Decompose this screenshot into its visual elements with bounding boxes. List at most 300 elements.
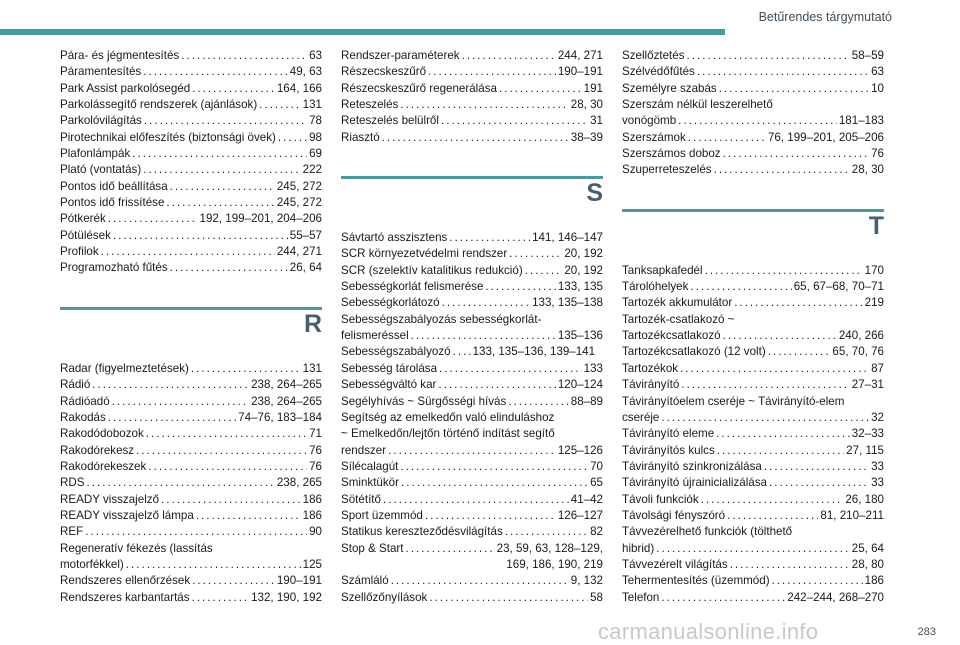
index-term: rendszer (341, 443, 387, 457)
dot-leader (438, 377, 555, 393)
dot-leader (701, 492, 844, 508)
page-number: 283 (917, 626, 936, 638)
dot-leader (508, 394, 568, 410)
index-entry (622, 344, 884, 360)
page-reference: 33 (871, 459, 884, 473)
index-term: Tehermentesítés (üzemmód) (622, 574, 770, 588)
page-reference: 133, 135–136, 139–141 (472, 345, 596, 359)
dot-leader (772, 573, 863, 589)
index-entry (341, 279, 603, 295)
page-reference: 81, 210–211 (820, 508, 884, 522)
page-reference: 70 (590, 459, 603, 473)
index-term: vonógömb (622, 114, 677, 128)
index-entry (60, 377, 322, 393)
index-entry (60, 260, 322, 276)
dot-leader (690, 279, 791, 295)
index-entry (60, 130, 322, 146)
index-term: SCR környezetvédelmi rendszer (341, 247, 508, 261)
section-rule (341, 176, 603, 179)
dot-leader (687, 48, 850, 64)
index-column-1 (60, 48, 322, 606)
page-reference: 90 (309, 525, 322, 539)
dot-leader (688, 130, 766, 146)
index-entry (341, 361, 603, 377)
index-entry (622, 162, 884, 178)
dot-leader (449, 230, 530, 246)
index-entry (60, 590, 322, 606)
watermark: carmanualsonline.info (598, 619, 819, 644)
index-entry (341, 113, 603, 129)
dot-leader (192, 573, 275, 589)
page-reference: 65, 67–68, 70–71 (793, 280, 884, 294)
page-reference: 28, 30 (570, 98, 603, 112)
page-reference: 27, 115 (846, 443, 884, 457)
index-term: Park Assist parkolósegéd (60, 81, 191, 95)
index-entry (622, 443, 884, 459)
dot-leader (113, 228, 288, 244)
index-term-line: Sebességszabályozás sebességkorlát- (341, 312, 542, 326)
page-reference: 242–244, 268–270 (787, 590, 884, 604)
index-term: RDS (60, 476, 85, 490)
page-reference: 186 (864, 574, 884, 588)
header-accent-bar (0, 29, 725, 35)
page-reference: 87 (871, 361, 884, 375)
page-reference: 164, 166 (276, 81, 322, 95)
index-term: Plafonlámpák (60, 147, 131, 161)
index-entry (622, 295, 884, 311)
dot-leader (734, 295, 862, 311)
index-entry (60, 459, 322, 475)
page-reference: 240, 266 (838, 329, 884, 343)
page-header-title: Betűrendes tárgymutató (758, 10, 892, 24)
index-term: Távolsági fényszóró (622, 508, 726, 522)
page-reference: 219 (864, 296, 884, 310)
page-reference: 133, 135–138 (532, 296, 603, 310)
index-entry (622, 508, 884, 524)
index-entry (622, 426, 884, 442)
index-entry (60, 443, 322, 459)
dot-leader (764, 459, 869, 475)
index-term: Szellőzőnyílások (341, 590, 428, 604)
dot-leader (192, 81, 275, 97)
index-entry (341, 492, 603, 508)
dot-leader (146, 426, 307, 442)
dot-leader (485, 279, 555, 295)
index-entry (341, 573, 603, 589)
index-term: Sötétítő (341, 492, 381, 506)
page-reference: 245, 272 (276, 179, 322, 193)
dot-leader (92, 377, 249, 393)
page-reference: 10 (871, 81, 884, 95)
page-reference: 186 (302, 508, 322, 522)
dot-leader (428, 64, 556, 80)
page-reference: 65 (590, 476, 603, 490)
index-term: REF (60, 525, 84, 539)
index-term: Plató (vontatás) (60, 163, 142, 177)
dot-leader (101, 244, 275, 260)
index-term: Sminktükör (341, 476, 399, 490)
index-term: Radar (figyelmeztetések) (60, 361, 189, 375)
index-term-line: ~ Emelkedőn/lejtőn történő indítást segítő (341, 427, 555, 441)
page-reference: 238, 265 (276, 476, 322, 490)
index-entry (622, 590, 884, 606)
index-entry (341, 312, 603, 345)
dot-leader (170, 179, 275, 195)
index-term: Programozható fűtés (60, 261, 168, 275)
dot-leader (705, 263, 863, 279)
dot-leader (132, 146, 307, 162)
page-reference: 26, 64 (289, 261, 322, 275)
index-term: READY visszajelző (60, 492, 160, 506)
index-term: Pontos idő frissítése (60, 196, 165, 210)
dot-leader (108, 211, 198, 227)
index-entry (622, 557, 884, 573)
index-entry (341, 524, 603, 540)
page-reference: 32 (871, 410, 884, 424)
dot-leader (383, 492, 569, 508)
page-reference: 191 (583, 81, 603, 95)
dot-leader (678, 113, 837, 129)
index-entry (622, 279, 884, 295)
index-entry (341, 97, 603, 113)
dot-leader (714, 162, 850, 178)
dot-leader (719, 81, 869, 97)
page-reference: 28, 80 (851, 557, 884, 571)
index-entry (60, 195, 322, 211)
dot-leader (462, 48, 556, 64)
index-term: Rádióadó (60, 394, 110, 408)
index-entry (622, 524, 884, 557)
index-entry (622, 146, 884, 162)
index-column-2 (341, 48, 603, 606)
dot-leader (144, 113, 307, 129)
page-reference: 76 (871, 147, 884, 161)
page-reference: 244, 271 (557, 49, 603, 62)
page-reference: 238, 264–265 (251, 378, 322, 392)
index-entry (60, 426, 322, 442)
page-reference: 28, 30 (851, 163, 884, 177)
page-reference: 63 (871, 65, 884, 79)
index-entry (60, 179, 322, 195)
page-reference: 58 (590, 590, 603, 604)
page-reference: 186 (302, 492, 322, 506)
page-reference: 20, 192 (564, 263, 603, 277)
dot-leader (400, 459, 588, 475)
index-term-line: Távirányítóelem cseréje ~ Távirányító-elem (622, 394, 845, 408)
page-reference: 133, 135 (557, 280, 603, 294)
index-entry (60, 410, 322, 426)
index-term: Pótkerék (60, 212, 106, 226)
dot-leader (85, 524, 307, 540)
index-term: Távirányítós kulcs (622, 443, 715, 457)
dot-leader (86, 475, 274, 491)
index-entry (341, 410, 603, 459)
page-reference: 125 (302, 557, 322, 571)
page-reference: 78 (309, 114, 322, 128)
dot-leader (769, 475, 869, 491)
index-term: Részecskeszűrő (341, 65, 427, 79)
index-term: Reteszelés (341, 98, 399, 112)
page-reference: 33 (871, 476, 884, 490)
index-term: Telefon (622, 590, 660, 604)
index-term: Sebesség tárolása (341, 361, 438, 375)
page-reference: 41–42 (570, 492, 603, 506)
page-reference: 76, 199–201, 205–206 (767, 130, 884, 144)
index-entry (60, 394, 322, 410)
page-reference: 170 (864, 263, 884, 277)
dot-leader (166, 195, 274, 211)
index-term: Sílécalagút (341, 459, 399, 473)
index-term: Rakodás (60, 410, 106, 424)
index-term: Távvezérelt világítás (622, 557, 728, 571)
index-entry (622, 64, 884, 80)
dot-leader (411, 328, 556, 344)
dot-leader (429, 590, 588, 606)
index-term: SCR (szelektív katalitikus redukció) (341, 263, 523, 277)
page-reference: 126–127 (557, 508, 603, 522)
page-reference: 23, 59, 63, 128–129, (496, 541, 603, 555)
index-entry (341, 48, 603, 64)
page-reference: 82 (590, 525, 603, 539)
index-entry (622, 81, 884, 97)
page-reference: 131 (302, 98, 322, 112)
dot-leader (730, 557, 850, 573)
dot-leader (441, 113, 588, 129)
dot-leader (680, 361, 869, 377)
index-term: Tanksapkafedél (622, 263, 703, 277)
dot-leader (697, 64, 869, 80)
page-reference: 245, 272 (276, 196, 322, 210)
index-term: hibrid) (622, 541, 655, 555)
index-term: motorfékkel) (60, 557, 124, 571)
index-term: Pótülések (60, 228, 111, 242)
dot-leader (717, 443, 844, 459)
dot-leader (661, 590, 785, 606)
dot-leader (439, 361, 582, 377)
index-term: Részecskeszűrő regenerálása (341, 81, 497, 95)
page-reference: 244, 271 (276, 245, 322, 259)
index-term: Személyre szabás (622, 81, 717, 95)
index-term: Pontos idő beállítása (60, 179, 168, 193)
dot-leader (525, 263, 563, 279)
index-entry (60, 475, 322, 491)
dot-leader (723, 146, 870, 162)
page-reference: 76 (309, 459, 322, 473)
index-term: Szellőztetés (622, 49, 685, 62)
page-reference: 74–76, 183–184 (238, 410, 322, 424)
index-term: Parkolóvilágítás (60, 114, 142, 128)
index-entry (341, 459, 603, 475)
dot-leader (388, 443, 556, 459)
dot-leader (108, 410, 236, 426)
index-term: Távirányító (622, 378, 680, 392)
section-rule (60, 307, 322, 310)
index-term-line: Szerszám nélkül leszerelhető (622, 98, 773, 112)
page-reference: 20, 192 (564, 247, 603, 261)
index-entry (60, 81, 322, 97)
index-entry (60, 113, 322, 129)
index-term: Rendszeres karbantartás (60, 590, 190, 604)
index-term: Szerszámok (622, 130, 686, 144)
index-term-line: Tartozék-csatlakozó ~ (622, 312, 735, 326)
index-term: Sebességváltó kar (341, 378, 437, 392)
page-reference: 135–136 (557, 329, 603, 343)
index-entry (622, 377, 884, 393)
dot-leader (136, 443, 307, 459)
page-reference: 58–59 (851, 49, 884, 62)
dot-leader (278, 130, 307, 146)
page-reference: 49, 63 (289, 65, 322, 79)
index-entry (60, 541, 322, 574)
index-term: Profilok (60, 245, 99, 259)
index-entry (341, 81, 603, 97)
index-term: Tartozékok (622, 361, 679, 375)
index-entry (622, 48, 884, 64)
index-term: Rakodódobozok (60, 427, 144, 441)
section-rule (622, 209, 884, 212)
index-entry (622, 361, 884, 377)
dot-leader (768, 344, 831, 360)
index-entry (341, 541, 603, 574)
section-letter: S (586, 179, 603, 208)
index-term: Pára- és jégmentesítés (60, 49, 180, 62)
index-entry (60, 244, 322, 260)
page-reference: 38–39 (570, 130, 603, 144)
index-term: Távoli funkciók (622, 492, 699, 506)
dot-leader (661, 410, 869, 426)
index-entry (341, 394, 603, 410)
dot-leader (656, 541, 850, 557)
index-term: Pirotechnikai előfeszítés (biztonsági övek) (60, 130, 276, 144)
dot-leader (143, 64, 288, 80)
index-entry (60, 524, 322, 540)
index-entry (341, 246, 603, 262)
dot-leader (406, 541, 495, 557)
index-entry (341, 263, 603, 279)
index-entry (341, 508, 603, 524)
page-reference: 133 (583, 361, 603, 375)
page-reference: 141, 146–147 (532, 231, 603, 245)
section-letter: T (868, 211, 884, 240)
index-term: cseréje (622, 410, 660, 424)
index-term: Páramentesítés (60, 65, 142, 79)
dot-leader (161, 492, 301, 508)
index-entry (341, 344, 603, 360)
page-reference-continued: 169, 186, 190, 219 (506, 557, 603, 571)
page-reference: 32–33 (851, 427, 884, 441)
dot-leader (400, 97, 568, 113)
index-entry (341, 590, 603, 606)
index-term: Sport üzemmód (341, 508, 423, 522)
index-entry (60, 228, 322, 244)
page-reference: 9, 132 (570, 574, 603, 588)
page-reference: 238, 264–265 (251, 394, 322, 408)
index-term-line: Regeneratív fékezés (lassítás (60, 541, 213, 555)
index-term: Sávtartó asszisztens (341, 231, 448, 245)
index-term: Segélyhívás ~ Sürgősségi hívás (341, 394, 507, 408)
index-term: Sebességszabályozó (341, 345, 451, 359)
dot-leader (453, 344, 471, 360)
index-entry (341, 377, 603, 393)
page-reference: 125–126 (557, 443, 603, 457)
dot-leader (723, 328, 837, 344)
page-reference: 181–183 (838, 114, 884, 128)
section-letter: R (303, 309, 322, 338)
index-term: Rakodórekesz (60, 443, 135, 457)
index-entry (60, 48, 322, 64)
index-entry (60, 146, 322, 162)
index-term: Rakodórekeszek (60, 459, 147, 473)
index-entry (622, 573, 884, 589)
dot-leader (181, 48, 307, 64)
page-reference: 27–31 (851, 378, 884, 392)
index-entry (60, 361, 322, 377)
dot-leader (401, 475, 588, 491)
index-entry (622, 394, 884, 427)
index-term: Szélvédőfűtés (622, 65, 695, 79)
dot-leader (126, 557, 301, 573)
index-term: Tartozékcsatlakozó (12 volt) (622, 345, 766, 359)
index-entry (341, 64, 603, 80)
index-term: Szuperreteszelés (622, 163, 712, 177)
dot-leader (259, 97, 300, 113)
index-term: READY visszajelző lámpa (60, 508, 194, 522)
index-entry (341, 130, 603, 146)
dot-leader (681, 377, 849, 393)
page-reference: 55–57 (289, 228, 322, 242)
index-term: Tartozék akkumulátor (622, 296, 733, 310)
dot-leader (196, 508, 301, 524)
index-term: Stop & Start (341, 541, 404, 555)
index-entry (341, 295, 603, 311)
index-term: Parkolássegítő rendszerek (ajánlások) (60, 98, 258, 112)
dot-leader (509, 246, 562, 262)
index-entry (622, 459, 884, 475)
page-reference: 222 (302, 163, 322, 177)
index-entry (60, 211, 322, 227)
dot-leader (391, 573, 569, 589)
index-term: Rádió (60, 378, 91, 392)
index-term: Sebességkorlát felismerése (341, 280, 484, 294)
index-term: Tárolóhelyek (622, 280, 689, 294)
dot-leader (425, 508, 556, 524)
page-reference: 25, 64 (851, 541, 884, 555)
section-divider (60, 277, 322, 361)
page-reference: 65, 70, 76 (832, 345, 884, 359)
page-reference: 88–89 (570, 394, 603, 408)
page-reference: 26, 180 (845, 492, 884, 506)
page-reference: 69 (309, 147, 322, 161)
page-reference: 76 (309, 443, 322, 457)
index-column-3 (622, 48, 884, 606)
index-entry (60, 64, 322, 80)
index-term: Rendszeres ellenőrzések (60, 574, 191, 588)
index-entry (622, 263, 884, 279)
index-term: Riasztó (341, 130, 380, 144)
dot-leader (499, 81, 582, 97)
index-term: Tartozékcsatlakozó (622, 329, 721, 343)
dot-leader (192, 590, 250, 606)
index-entry (622, 312, 884, 345)
dot-leader (727, 508, 818, 524)
index-entry (60, 508, 322, 524)
page-reference: 63 (309, 49, 322, 62)
dot-leader (442, 295, 530, 311)
index-term: Reteszelés belülről (341, 114, 439, 128)
index-term: Távirányító eleme (622, 427, 715, 441)
section-divider (622, 179, 884, 263)
page-reference: 190–191 (276, 574, 322, 588)
